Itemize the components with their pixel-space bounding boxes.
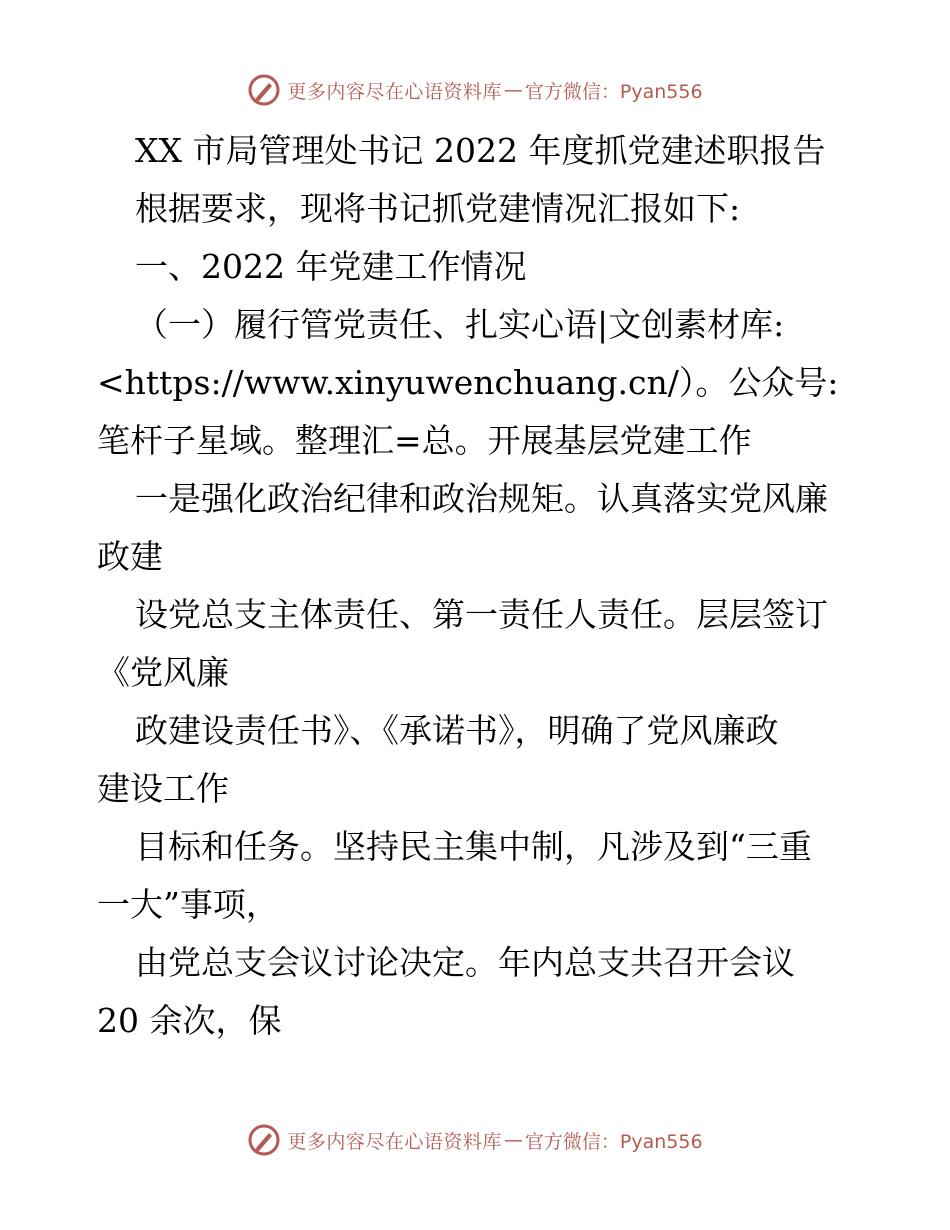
banner-library-text: 更多内容尽在心语资料库: [287, 1130, 502, 1153]
document-body: [97, 122, 867, 1050]
paragraph-line: 笔杆子星域。整理汇=总。开展基层党建工作: [97, 421, 752, 460]
banner-wechat-text: 官方微信：Pyan556: [524, 1130, 703, 1153]
banner-separator: —: [503, 1129, 523, 1151]
paragraph-line: 设党总支主体责任、第一责任人责任。层层签订: [135, 595, 828, 634]
subsection-heading: （一）履行管党责任、扎实心语|文创素材库:: [135, 305, 785, 344]
paragraph-line: 20 余次，保: [97, 1001, 282, 1040]
paragraph-line: 建设工作: [97, 769, 229, 808]
paragraph-line: <https://www.xinyuwenchuang.cn/）。公众号:: [97, 363, 839, 402]
footer-watermark-banner: [0, 1120, 950, 1160]
paragraph-line: 一是强化政治纪律和政治规矩。认真落实党风廉: [135, 479, 828, 518]
paragraph-line: 一大”事项，: [97, 885, 279, 924]
pen-logo-icon: [247, 1123, 281, 1157]
paragraph-line: 根据要求，现将书记抓党建情况汇报如下:: [135, 189, 741, 228]
paragraph-line: 目标和任务。坚持民主集中制，凡涉及到“三重: [135, 827, 812, 866]
paragraph-line: 政建: [97, 537, 163, 576]
document-title: XX 市局管理处书记 2022 年度抓党建述职报告: [135, 131, 826, 170]
header-watermark-banner: [0, 70, 950, 110]
banner-library-text: 更多内容尽在心语资料库: [287, 80, 502, 103]
section-heading: 一、2022 年党建工作情况: [135, 247, 527, 286]
paragraph-line: 政建设责任书》、《承诺书》，明确了党风廉政: [135, 711, 779, 750]
banner-wechat-text: 官方微信：Pyan556: [524, 80, 703, 103]
paragraph-line: 由党总支会议讨论决定。年内总支共召开会议: [135, 943, 795, 982]
pen-logo-icon: [247, 73, 281, 107]
paragraph-line: 《党风廉: [97, 653, 229, 692]
banner-separator: —: [503, 79, 523, 101]
